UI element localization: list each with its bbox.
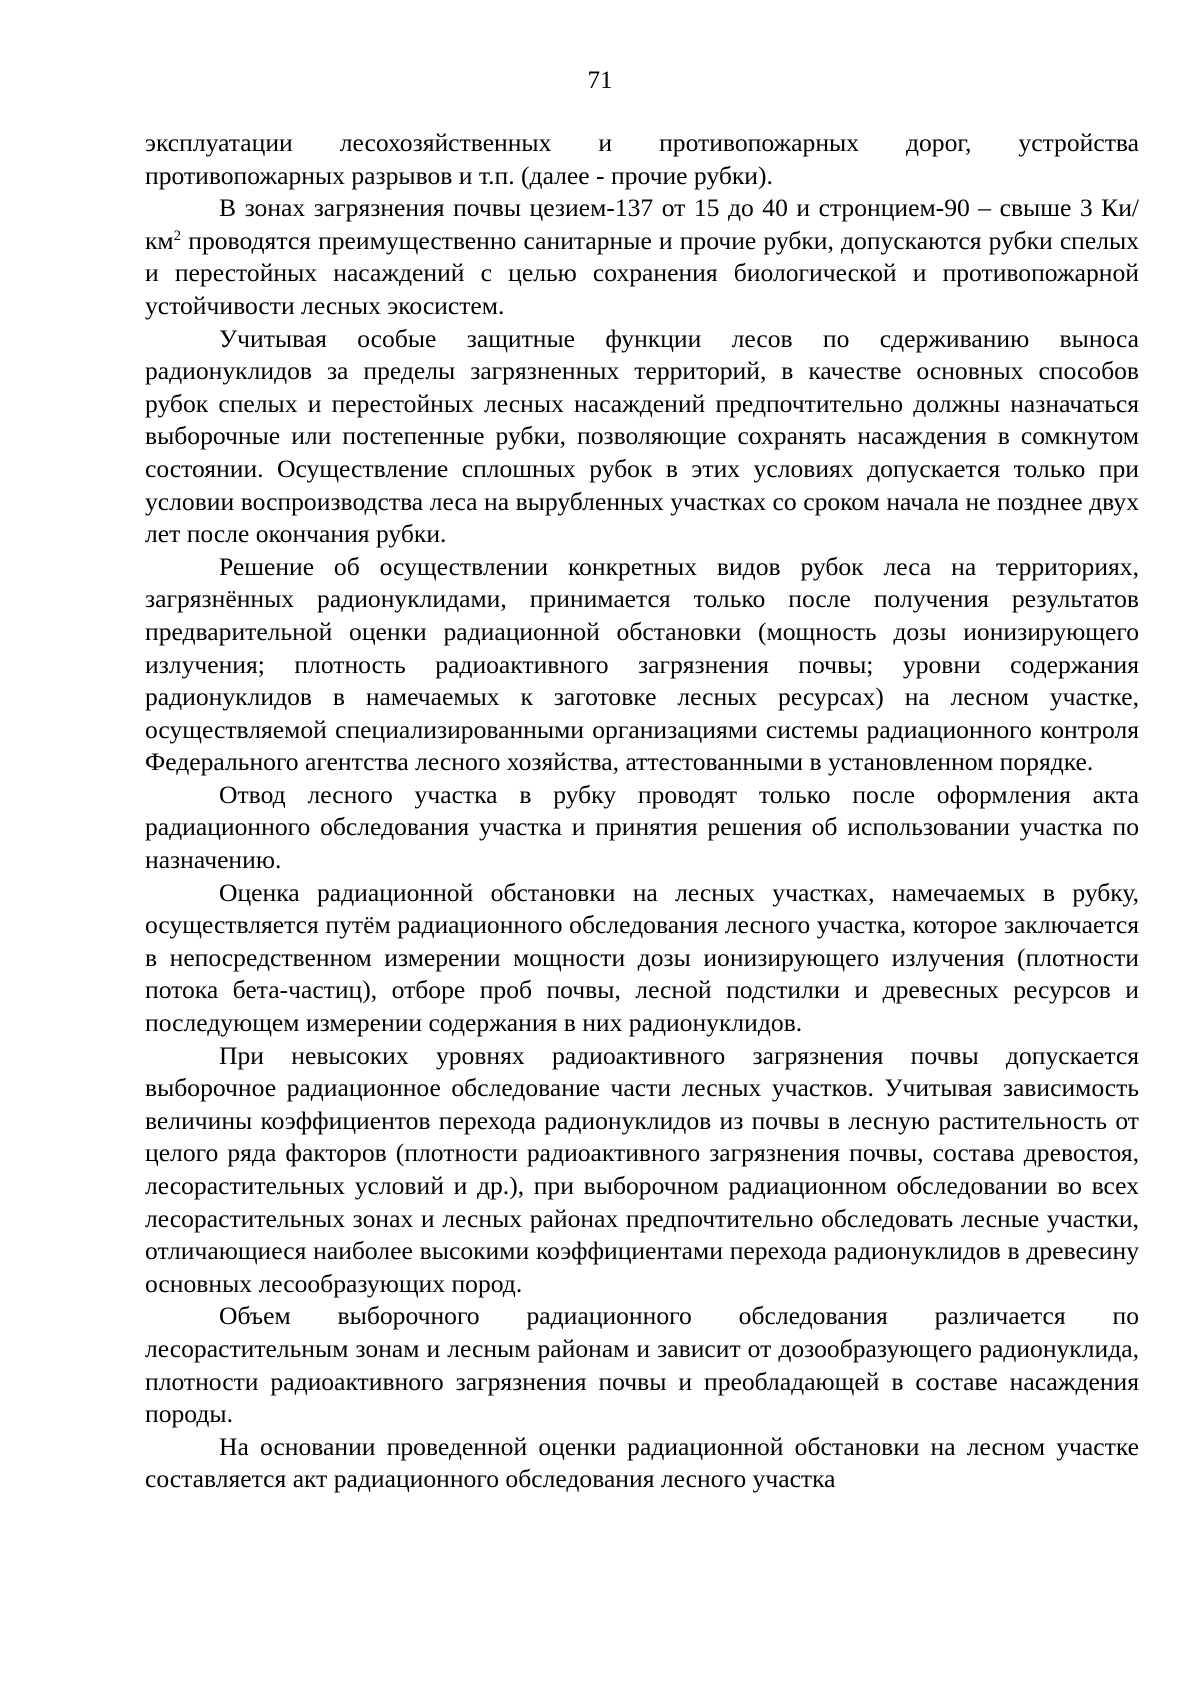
paragraph-continuation: эксплуатации лесохозяйственных и противопожарных дорог, устройства противопожарных разрывов и т.п. (далее - прочие рубки). xyxy=(145,128,1139,190)
paragraph-selective-survey: При невысоких уровнях радиоактивного загрязнения почвы допускается выборочное радиационное обследование части лесных участков. Учитывая зависимость величины коэффициентов перехода радионуклидов из почвы в лесную растительность от целого ряда факторов (плотности радиоактивного загрязнения почвы, состава древостоя, лесорастительных условий и др.), при выборочном радиационном обследовании во всех лесорастительных зонах и лесных районах предпочтительно обследовать лесные участки, отличающиеся наиболее высокими коэффициентами перехода радионуклидов в древесину основных лесообразующих пород. xyxy=(145,1040,1139,1298)
paragraph-contamination-zones xyxy=(145,192,1139,322)
paragraph-plot-allocation: Отвод лесного участка в рубку проводят только после оформления акта радиационного обследования участка и принятия решения об использовании участка по назначению. xyxy=(145,779,1139,875)
paragraph-felling-decision: Решение об осуществлении конкретных видов рубок леса на территориях, загрязнённых радионуклидами, принимается только после получения результатов предварительной оценки радиационной обстановки (мощность дозы ионизирующего излучения; плотность радиоактивного загрязнения почвы; уровни содержания радионуклидов в намечаемых к заготовке лесных ресурсах) на лесном участке, осуществляемой специализированными организациями системы радиационного контроля Федерального агентства лесного хозяйства, аттестованными в установленном порядке. xyxy=(145,551,1139,777)
paragraph-radiation-assessment: Оценка радиационной обстановки на лесных участках, намечаемых в рубку, осуществляется путём радиационного обследования лесного участка, которое заключается в непосредственном измерении мощности дозы ионизирующего излучения (плотности потока бета-частиц), отборе проб почвы, лесной подстилки и древесных ресурсов и последующем измерении содержания в них радионуклидов. xyxy=(145,877,1139,1038)
paragraph-survey-volume: Объем выборочного радиационного обследования различается по лесорастительным зонам и лесным районам и зависит от дозообразующего радионуклида, плотности радиоактивного загрязнения почвы и преобладающей в составе насаждения породы. xyxy=(145,1301,1139,1429)
paragraph-text: проводятся преимущественно санитарные и прочие рубки, допускаются рубки спелых и перестойных насаждений с целью сохранения биологической и противопожарной устойчивости лесных экосистем. xyxy=(145,225,1139,320)
paragraph-protective-functions: Учитывая особые защитные функции лесов по сдерживанию выноса радионуклидов за пределы загрязненных территорий, в качестве основных способов рубок спелых и перестойных лесных насаждений предпочтительно должны назначаться выборочные или постепенные рубки, позволяющие сохранять насаждения в сомкнутом состоянии. Осуществление сплошных рубок в этих условиях допускается только при условии воспроизводства леса на вырубленных участках со сроком начала не позднее двух лет после окончания рубки. xyxy=(145,323,1139,549)
superscript: 2 xyxy=(173,227,182,244)
page-number: 71 xyxy=(587,67,613,94)
paragraph-text: В зонах загрязнения почвы цезием-137 от 15 до 40 и стронцием-90 – свыше 3 Ки/км xyxy=(145,193,1139,255)
document-body xyxy=(145,127,1139,1496)
paragraph-survey-act: На основании проведенной оценки радиационной обстановки на лесном участке составляется акт радиационного обследования лесного участка xyxy=(145,1431,1139,1494)
